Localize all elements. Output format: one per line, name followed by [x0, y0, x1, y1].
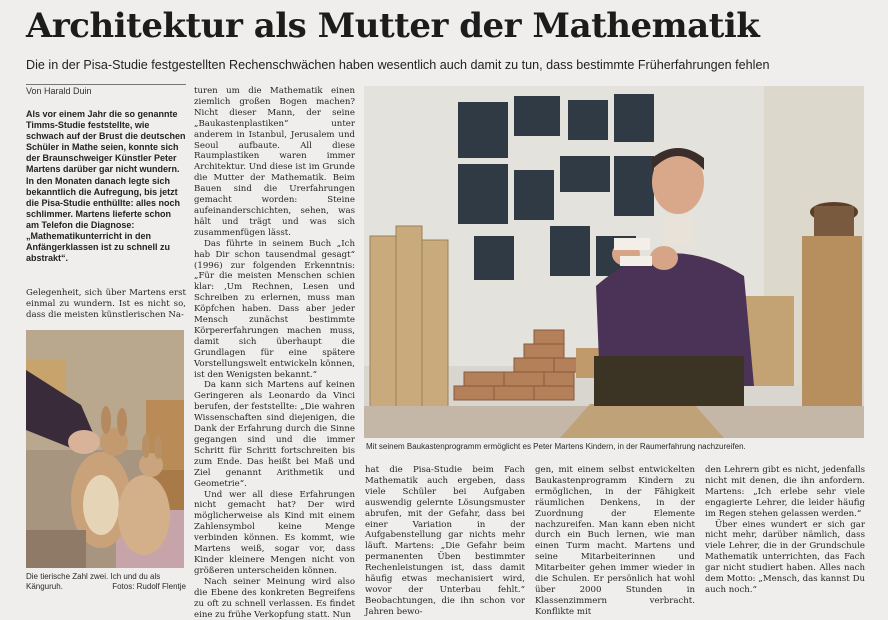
column-4 — [535, 465, 695, 618]
col2-paragraph-1: turen um die Mathematik einen ziemlich großen Bogen machen? Nicht dieser Mann, der seine „Baukastenplastiken“ unter anderem in Istanbul, Jerusalem und Seoul aufbaute. All diese Raumplastiken waren immer Architektur. Und diese ist im Grunde die Mutter der Mathematik. Beim Bauen sind die Urerfahrungen gemacht worden: Steine aufeinanderschichten, sehen, was hält und trägt und was sich zusammenfügen lässt. — [194, 86, 355, 238]
col2-paragraph-3: Da kann sich Martens auf keinen Geringeren als Leonardo da Vinci berufen, der feststellte: „Die wahren Wissenschaften sind diejenigen, die Dank der Erfahrung durch die Sinne gegangen sind und die immer Schritt für Schritt fortschreiten bis zum Ende. Das heißt bei Maß und Ziel genannt Arithmetik und Geometrie“. — [194, 380, 355, 489]
lead-paragraph: Als vor einem Jahr die so genannte Timms-Studie feststellte, wie schwach auf der Brust die deutschen Schüler in Mathe seien, konnte sich der Braunschweiger Künstler Peter Martens darüber gar nicht wundern. In den Monaten danach legte sich bekanntlich die Aufregung, bis jetzt die Pisa-Studie enthüllte: alles noch schlimmer. Martens lieferte schon am Telefon die Diagnose: „Mathematikunterricht in den Anfängerklassen ist zu schnell zu abstrakt“. — [26, 109, 186, 264]
kangaroo-caption-line-1: Die tierische Zahl zwei. Ich und du als — [26, 572, 161, 581]
kangaroo-photo — [26, 330, 184, 568]
kangaroo-caption-line-2: Känguruh. — [26, 582, 63, 591]
author-byline: Von Harald Duin — [26, 86, 92, 96]
subheadline: Die in der Pisa-Studie festgestellten Rechenschwächen haben wesentlich auch damit zu tun, dass bestimmte Früherfahrungen fehlen — [26, 58, 770, 72]
col4-paragraph: gen, mit einem selbst entwickelten Baukastenprogramm Kindern zu ermöglichen, in der Fähigkeit räumlichen Denkens, in der Zuordnung der Elemente nachzureifen. Man kann eben nicht durch ein Buch lernen, wie man einen Turm macht. Martens und seine Mitarbeiterinnen und Mitarbeiter gehen immer wieder in die Schulen. Er persönlich hat wohl über 2000 Stunden in Klassenzimmern verbracht. Konflikte mit — [535, 465, 695, 617]
kangaroo-photo-image — [26, 330, 184, 568]
main-photo-caption: Mit seinem Baukastenprogramm ermöglicht es Peter Martens Kindern, in der Raumerfahrung nachzureifen. — [366, 442, 746, 451]
col2-paragraph-5: Nach seiner Meinung wird also die Ebene des konkreten Begreifens zu oft zu schnell verlassen. Es findet eine zu frühe Verkopfung statt. Nun — [194, 576, 355, 620]
photo-credit: Fotos: Rudolf Flentje — [112, 582, 186, 591]
col3-paragraph: hat die Pisa-Studie beim Fach Mathematik auch ergeben, dass viele Schüler bei Aufgaben auswendig gelernte Lösungsmuster abrufen, mit der Gefahr, dass bei einer Variation in der Aufgabenstellung gar nichts mehr läuft. Martens: „Die Gefahr beim permanenten Üben bestimmter Rechenleistungen ist, dass damit häufig etwas mechanisiert wird, wovor der Unterbau fehlt.“ Beobachtungen, die ihn schon vor Jahren bewo- — [365, 465, 525, 617]
col5-paragraph-1: den Lehrern gibt es nicht, jedenfalls nicht mit denen, die ihn anfordern. Martens: „Ich erlebe sehr viele engagierte Lehrer, die leider häufig im Regen stehen gelassen werden.“ — [705, 465, 865, 519]
intro-text: Gelegenheit, sich über Martens erst einmal zu wundern. Ist es nicht so, dass die meisten künstlerischen Na- — [26, 288, 186, 320]
main-photo-image — [364, 86, 864, 438]
col2-paragraph-4: Und wer all diese Erfahrungen nicht gemacht hat? Der wird möglicherweise als Kind mit einem Zahlensymbol keine Menge verbinden können. Es kommt, wie Martens weiß, sogar vor, dass Kinder kleinere Mengen nicht von größeren unterscheiden können. — [194, 489, 355, 576]
column-5 — [705, 465, 865, 596]
headline: Architektur als Mutter der Mathematik — [26, 6, 760, 46]
col2-paragraph-2: Das führte in seinem Buch „Ich hab Dir schon tausendmal gesagt“ (1996) zur folgenden Erkenntnis: „Für die meisten Menschen schien klar: ‚Um Rechnen, Lesen und Schreiben zu erlernen, muss man Köpfchen haben. Dass aber jeder Mensch zunächst bestimmte Körpererfahrungen machen muss, damit sich überhaupt die Grundlagen für eine spätere Vorstellungswelt entwickeln können, ist den Wenigsten bekannt.“ — [194, 238, 355, 380]
author-rule — [26, 84, 186, 85]
intro-paragraph — [26, 288, 186, 321]
col5-paragraph-2: Über eines wundert er sich gar nicht mehr, darüber nämlich, dass viele Lehrer, die in der Grundschule Mathematik unterrichten, das Fach gar nicht studiert haben. Alles nach dem Motto: „Mensch, das kannst Du auch noch.“ — [705, 519, 865, 595]
column-2 — [194, 86, 355, 620]
column-3 — [365, 465, 525, 618]
kangaroo-photo-caption — [26, 572, 186, 592]
main-photo — [364, 86, 864, 438]
